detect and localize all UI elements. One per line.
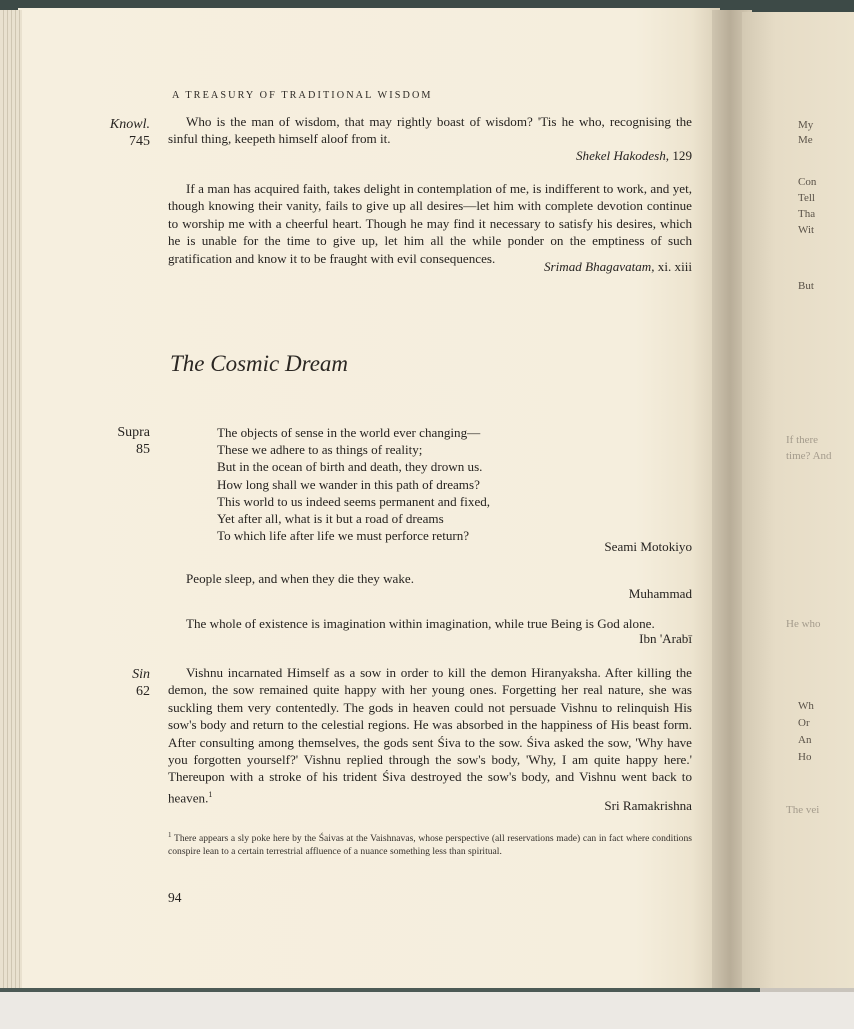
passage-vishnu	[168, 664, 692, 807]
passage-ibn-arabi: The whole of existence is imagination within imagination, while true Being is God alone.	[186, 616, 655, 631]
facing-word: Tha	[798, 208, 816, 220]
facing-word: But	[798, 280, 814, 292]
passage-shekel: Who is the man of wisdom, that may rightly boast of wisdom? 'Tis he who, recognising the sinful thing, keepeth himself aloof from it.	[168, 114, 692, 147]
margin-ref-knowl	[104, 116, 150, 150]
page-number: 94	[168, 890, 182, 905]
verse-line: The objects of sense in the world ever changing—	[217, 425, 481, 440]
facing-word: The vei	[786, 804, 820, 816]
footnote	[168, 829, 692, 858]
attribution-ibn-arabi: Ibn 'Arabī	[639, 631, 692, 646]
facing-word: Tell	[798, 192, 815, 204]
facing-word: time? And	[786, 450, 832, 462]
margin-ref-keyword: Supra	[117, 425, 150, 440]
page-edges	[0, 10, 22, 988]
margin-ref-keyword: Sin	[132, 667, 150, 682]
margin-ref-sin	[104, 666, 150, 700]
facing-word: An	[798, 734, 812, 746]
attribution-ramakrishna: Sri Ramakrishna	[604, 798, 692, 813]
margin-ref-number: 745	[129, 134, 150, 149]
facing-page	[742, 12, 854, 988]
source-ref: xi. xiii	[654, 259, 692, 274]
attribution-muhammad: Muhammad	[628, 586, 692, 601]
source-ref: 129	[669, 148, 692, 163]
footnote-text: There appears a sly poke here by the Śaivas at the Vaishnavas, whose perspective (all reservations made) can in fact where conditions conspire lean to a certain terrestrial affluence of a nuance something less than spiritual.	[168, 833, 692, 858]
facing-word: Or	[798, 717, 810, 729]
attribution-seami: Seami Motokiyo	[604, 539, 692, 554]
section-title: The Cosmic Dream	[170, 351, 349, 376]
facing-word: He who	[786, 618, 821, 630]
facing-word: Me	[798, 134, 813, 146]
verse-seami	[217, 424, 490, 544]
facing-word: Wit	[798, 224, 815, 236]
source-title: Shekel Hakodesh,	[576, 148, 670, 163]
margin-ref-keyword: Knowl.	[109, 117, 150, 132]
verse-line: To which life after life we must perforce return?	[217, 528, 470, 544]
attribution-shekel	[576, 148, 692, 164]
verse-line: This world to us indeed seems permanent and fixed,	[217, 493, 491, 509]
facing-word: Ho	[798, 751, 812, 763]
running-head: A TREASURY OF TRADITIONAL WISDOM	[172, 90, 433, 101]
facing-word: Con	[798, 176, 817, 188]
attribution-bhagavatam	[544, 259, 692, 275]
facing-word: If there	[786, 434, 819, 446]
verse-line: But in the ocean of birth and death, they drown us.	[217, 459, 483, 475]
facing-word: Wh	[798, 700, 814, 712]
margin-ref-supra	[104, 424, 150, 458]
passage-bhagavatam: If a man has acquired faith, takes delight in contemplation of me, is indifferent to work, and yet, though knowing their vanity, fails to give up all desires—let him with complete devotion continue to worship me with a cheerful heart. Though he may find it necessary to satisfy his desires, which he is unable for the time to give up, let him all the while ponder on the emptiness of such gratification and know it to be fraught with evil consequences.	[168, 181, 692, 266]
margin-ref-number: 62	[136, 684, 150, 699]
passage-muhammad: People sleep, and when they die they wake.	[186, 571, 414, 586]
footnote-number: 1	[168, 831, 172, 839]
verse-line: These we adhere to as things of reality;	[217, 442, 423, 458]
footnote-marker: 1	[208, 789, 213, 799]
verse-line: Yet after all, what is it but a road of dreams	[217, 511, 444, 527]
margin-ref-number: 85	[136, 442, 150, 457]
facing-word: My	[798, 119, 814, 131]
verse-line: How long shall we wander in this path of dreams?	[217, 476, 480, 492]
passage-vishnu-text: Vishnu incarnated Himself as a sow in order to kill the demon Hiranyaksha. After killing the demon, the sow remained quite happy with her young ones. Forgetting her real nature, she was suckling them very contentedly. The gods in heaven could not persuade Vishnu to relinquish His sow's body and return to the celestial regions. He was absorbed in the happiness of His beast form. After consulting among themselves, the gods sent Śiva to the sow. Śiva asked the sow, 'Why have you forgotten yourself?' Vishnu replied through the sow's body, 'Why, I am quite happy here.' Thereupon with a stroke of his trident Śiva destroyed the sow's body, and Vishnu went back to heaven.	[168, 665, 692, 806]
source-title: Srimad Bhagavatam,	[543, 259, 655, 274]
scan-bottom-edge	[0, 992, 854, 1029]
